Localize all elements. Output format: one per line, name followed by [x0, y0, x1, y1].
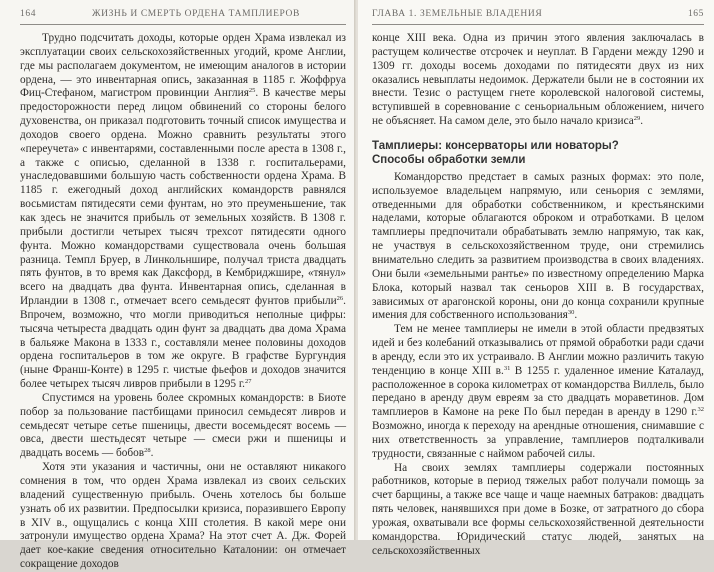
- paragraph-1: [20, 32, 346, 392]
- section-heading-line-2: Способы обработки земли: [372, 153, 526, 166]
- paragraph-3: [20, 461, 346, 572]
- footnote-ref: 30: [567, 309, 575, 317]
- footnote-ref: 32: [697, 406, 704, 414]
- continued-paragraph: [372, 32, 704, 129]
- left-header-rule: [20, 24, 346, 25]
- right-running-header: ГЛАВА 1. ЗЕМЕЛЬНЫЕ ВЛАДЕНИЯ: [372, 9, 543, 19]
- left-running-header: ЖИЗНЬ И СМЕРТЬ ОРДЕНА ТАМПЛИЕРОВ: [92, 9, 300, 19]
- paragraph-text: Хотя эти указания и частичны, они не оставляют никакого сомнения в том, что орден Храма извлекал из своих сельских владений существенную прибыль. Очень хотелось бы больше узнать об их развитии. Предпосылки кризиса, поразившего Европу в XIV в., ощущались с конца XIII столетия. В какой мере они затронули имущество ордена Храма? На этот счет А. Дж. Форей дает кое-какие сведения относительно Каталонии: он отмечает сокращение доходов: [20, 461, 346, 571]
- footnote-ref: 26: [336, 295, 344, 303]
- footnote-ref: 28: [144, 447, 151, 455]
- paragraph-text: . В качестве меры предосторожности перед лицом обвинений со стороны белого духовенства, он приказал подготовить точный список имущества и доходов своего ордена. Можно сравнить результаты этого «переучета» с инвентарями, составленными после ареста в 1308 г., а также с описью, сделанной в 1338 г. госпитальерами, унаследовавшими большую часть собственности ордена Храма. В 1185 г. ежегодный доход английских командорств равнялся восьмистам пятидесяти семи фунтам, но это преуменьшение, так как здесь не значится прибыль от земельных хозяйств. В 1308 г. прибыли достигли четырех тысяч трехсот пятидесяти одного фунта. Можно командорствами существовала очень большая разница. Темпл Бруер, в Линкольншире, получал триста двадцать пять фунтов, в то время как Даксфорд, в Кембриджшире, «тянул» всего на двадцать два фунта. Инвентарная опись, сделанная в Ирландии в 1308 г., отмечает всего семьдесят фунтов прибыли: [20, 87, 346, 308]
- paragraph-text: .: [150, 447, 154, 460]
- paragraph-text: На своих землях тамплиеры содержали постоянных работников, которые в период тяжелых работ получали помощь за счет барщины, а также все чаще и чаще наемных батраков: двадцать пять человек, нанявшихся при доме в Бозке, от затратного до сбора урожая, охватывали все формы сельскохозяйственной деятельности командорства. Юридический статус людей, занятых на сельскохозяйственных: [372, 461, 704, 557]
- paragraph-text: .: [574, 309, 578, 322]
- footnote-ref: 25: [248, 87, 256, 95]
- left-page: [0, 0, 356, 571]
- right-page: [358, 0, 714, 557]
- paragraph-text: В 1255 г. удаленное имение Каталауд, расположенное в сорока километрах от командорства Виллель, было передано в аренду двум евреям за сто двадцать мораветинов. Дом тамплиеров в Камоне на реке По был передан в аренду в 1290 г.: [372, 364, 704, 419]
- paragraph-3: [372, 462, 704, 559]
- paragraph-text: конце XIII века. Одна из причин этого явления заключалась в растущем количестве отсрочек и неуплат. В Гардени между 1290 и 1309 гг. доходы восемь доходами по пятидесяти двух из них оказались невыплаты недоимок. Держатели были не в состоянии их внести. Тезис о растущем гнете королевской налоговой системы, вступившей в соревнование с сеньориальным обложением, ничего не объясняет. На самом деле, это было начало кризиса: [372, 32, 704, 128]
- left-page-number: 164: [20, 9, 37, 19]
- section-heading-line-1: Тамплиеры: консерваторы или новаторы?: [372, 139, 619, 152]
- paragraph-2: [20, 392, 346, 461]
- section-heading: [372, 139, 704, 167]
- paragraph-text: Тем не менее тамплиеры не имели в этой области предвзятых идей и без колебаний отказывались от прямой обработки ради сдачи в аренду, если это их устраивало. В Англии можно различить такую тенденцию в конце XIII в.: [372, 323, 704, 377]
- paragraph-2: [372, 323, 704, 461]
- right-page-body: [372, 32, 704, 559]
- paragraph-text: Возможно, иногда к переходу на арендные отношения, снимавшие с них ответственность за управление, тамплиеров подталкивали трудности, связанные с наймом рабочей силы.: [372, 420, 704, 460]
- paragraph-text: Командорство предстает в самых разных формах: это поле, используемое владельцем напрямую, или сеньория с землями, отведенными для обработки собственником, и крестьянскими наделами, которые облагаются оброком и отработками. В целом тамплиеры предпочитали обрабатывать землю напрямую, так как, не участвуя в сельскохозяйственном труде, они стремились внимательно следить за развитием производства в своих владениях. Они были «земельными рантье» по известному определению Марка Блока, который назвал так сеньоров XIII в. В государствах, зависимых от арагонской короны, они до конца сохранили крупные имения для собственного использования: [372, 170, 704, 322]
- right-header-rule: [372, 24, 704, 25]
- footnote-ref: 27: [245, 378, 252, 386]
- right-page-number: 165: [687, 9, 704, 19]
- paragraph-text: .: [640, 115, 644, 128]
- left-page-body: [20, 32, 346, 572]
- footnote-ref: 29: [633, 115, 641, 123]
- paragraph-text: Трудно подсчитать доходы, которые орден Храма извлекал из эксплуатации своих сельскохозяйственных угодий, кроме Англии, где мы располагаем документом, не имеющим аналогов в истории ордена, — это инвентарная опись, заказанная в 1185 г. Жоффруа Фиц-Стефаном, магистром провинции Англия: [20, 32, 346, 100]
- paragraph-1: [372, 171, 704, 323]
- paragraph-text: . Впрочем, возможно, что могли приводиться неполные цифры: тысяча четыреста двадцать один фунт за двадцать два дома Храма в бальяже Макона в 1333 г., составляли менее половины доходов ордена госпитальеров в том же округе. В графстве Бургундия (ныне Франш-Конте) в 1295 г. чистые фьефов и доходов значится более четырех тысяч ливров прибыли в 1295 г.: [20, 295, 346, 391]
- footnote-ref: 31: [503, 364, 511, 372]
- paragraph-text: Спустимся на уровень более скромных командорств: в Биоте побор за пользование пастбищами приносил семьдесят ливров и семьдесят четыре сетье пшеницы, двести восемьдесят восемь — овса, двести шестьдесят четыре — смеси ржи и пшеницы и двадцать восемь — бобов: [20, 391, 346, 460]
